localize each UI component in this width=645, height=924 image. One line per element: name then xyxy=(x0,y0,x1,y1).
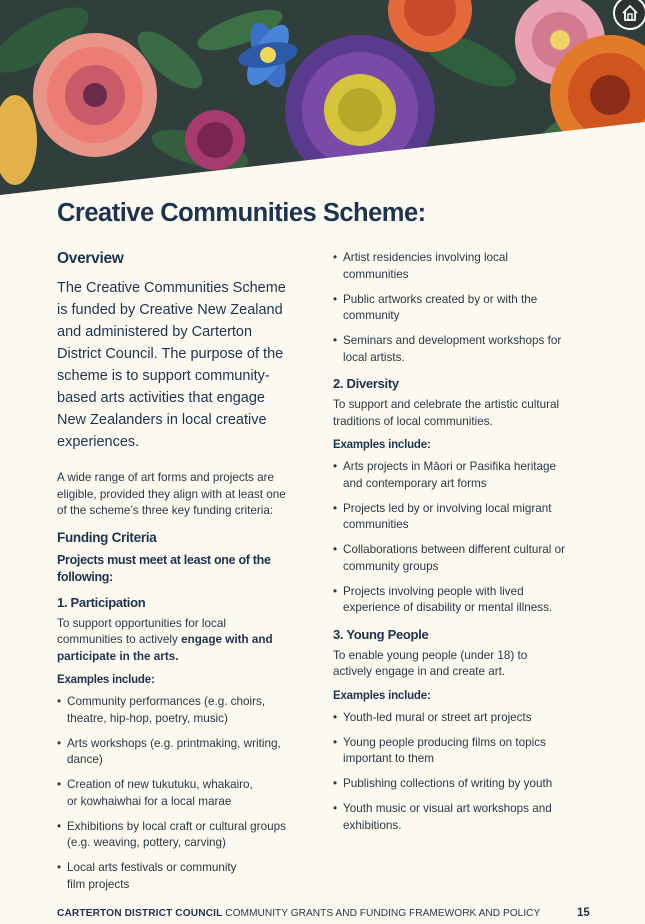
list-item: • Youth music or visual art workshops and exhibitions. xyxy=(333,801,603,834)
diversity-heading: 2. Diversity xyxy=(333,376,399,391)
lead-line: based arts activities that engage xyxy=(57,390,265,406)
lead-line: and administered by Carterton xyxy=(57,324,253,340)
participation-heading: 1. Participation xyxy=(57,594,146,610)
footer-document-title: COMMUNITY GRANTS AND FUNDING FRAMEWORK AND POLICY xyxy=(225,908,541,919)
overview-lead xyxy=(57,277,309,453)
hero-mural-image xyxy=(0,0,645,200)
text-line: To support and celebrate the artistic cultural xyxy=(333,398,560,411)
home-icon xyxy=(620,3,640,23)
list-item: • Creation of new tukutuku, whakairo, or kowhaiwhai for a local marae xyxy=(57,777,309,810)
list-item: • Projects involving people with lived experience of disability or mental illness. xyxy=(333,584,603,617)
list-item: • Community performances (e.g. choirs, theatre, hip-hop, poetry, music) xyxy=(57,694,309,727)
list-item: • Collaborations between different cultural or community groups xyxy=(333,542,603,575)
list-item: • Arts workshops (e.g. printmaking, writing, dance) xyxy=(57,736,309,769)
text-emphasis: engage with and xyxy=(181,633,273,646)
list-item: • Young people producing films on topics important to them xyxy=(333,735,603,768)
text-line: To support opportunities for local xyxy=(57,616,226,630)
lead-line: New Zealanders in local creative xyxy=(57,412,267,428)
text-line: of the scheme’s three key funding criteria: xyxy=(57,504,274,517)
participation-examples-list xyxy=(57,694,309,893)
text-line: following: xyxy=(57,569,114,584)
text-line: A wide range of art forms and projects are xyxy=(57,471,274,484)
examples-label: Examples include: xyxy=(333,689,431,702)
examples-label: Examples include: xyxy=(333,439,431,451)
young-people-heading: 3. Young People xyxy=(333,626,429,642)
list-item: • Publishing collections of writing by youth xyxy=(333,776,603,793)
young-people-description xyxy=(333,648,603,681)
lead-line: The Creative Communities Scheme xyxy=(57,280,286,296)
young-people-examples-list xyxy=(333,710,603,835)
page-number: 15 xyxy=(577,907,590,919)
list-item: • Artist residencies involving local communities xyxy=(333,250,603,283)
text-line: eligible, provided they align with at least one xyxy=(57,487,286,501)
intro-paragraph xyxy=(57,470,309,520)
lead-line: District Council. The purpose of the xyxy=(57,346,284,362)
page-footer xyxy=(57,908,597,919)
lead-line: experiences. xyxy=(57,434,140,450)
text-line: traditions of local communities. xyxy=(333,414,493,428)
right-column xyxy=(333,250,603,843)
text-emphasis: participate in the arts. xyxy=(57,649,179,663)
lead-line: scheme is to support community- xyxy=(57,368,270,384)
list-item: • Seminars and development workshops for local artists. xyxy=(333,333,603,366)
diversity-examples-list xyxy=(333,459,603,617)
list-item: • Public artworks created by or with the community xyxy=(333,292,603,325)
overview-heading: Overview xyxy=(57,250,124,267)
examples-label: Examples include: xyxy=(57,674,155,686)
list-item: • Exhibitions by local craft or cultural groups (e.g. weaving, pottery, carving) xyxy=(57,819,309,852)
footer-org: CARTERTON DISTRICT COUNCIL xyxy=(57,908,223,919)
participation-description xyxy=(57,616,309,666)
home-button[interactable] xyxy=(613,0,645,30)
list-item: • Arts projects in Māori or Pasifika heritage and contemporary art forms xyxy=(333,459,603,492)
page-title: Creative Communities Scheme: xyxy=(57,199,426,227)
left-column xyxy=(57,250,309,902)
diversity-description xyxy=(333,397,603,430)
text-line: actively engage in and create art. xyxy=(333,665,506,678)
funding-criteria-heading: Funding Criteria xyxy=(57,529,157,545)
list-item: • Projects led by or involving local migrant communities xyxy=(333,501,603,534)
text-line: To enable young people (under 18) to xyxy=(333,648,528,662)
list-item: • Local arts festivals or community film projects xyxy=(57,860,309,893)
participation-examples-continued xyxy=(333,250,603,366)
list-item: • Youth-led mural or street art projects xyxy=(333,710,603,727)
lead-line: is funded by Creative New Zealand xyxy=(57,302,283,318)
text-line: communities to actively xyxy=(57,633,182,646)
must-meet-note xyxy=(57,552,309,586)
text-line: Projects must meet at least one of the xyxy=(57,552,271,567)
